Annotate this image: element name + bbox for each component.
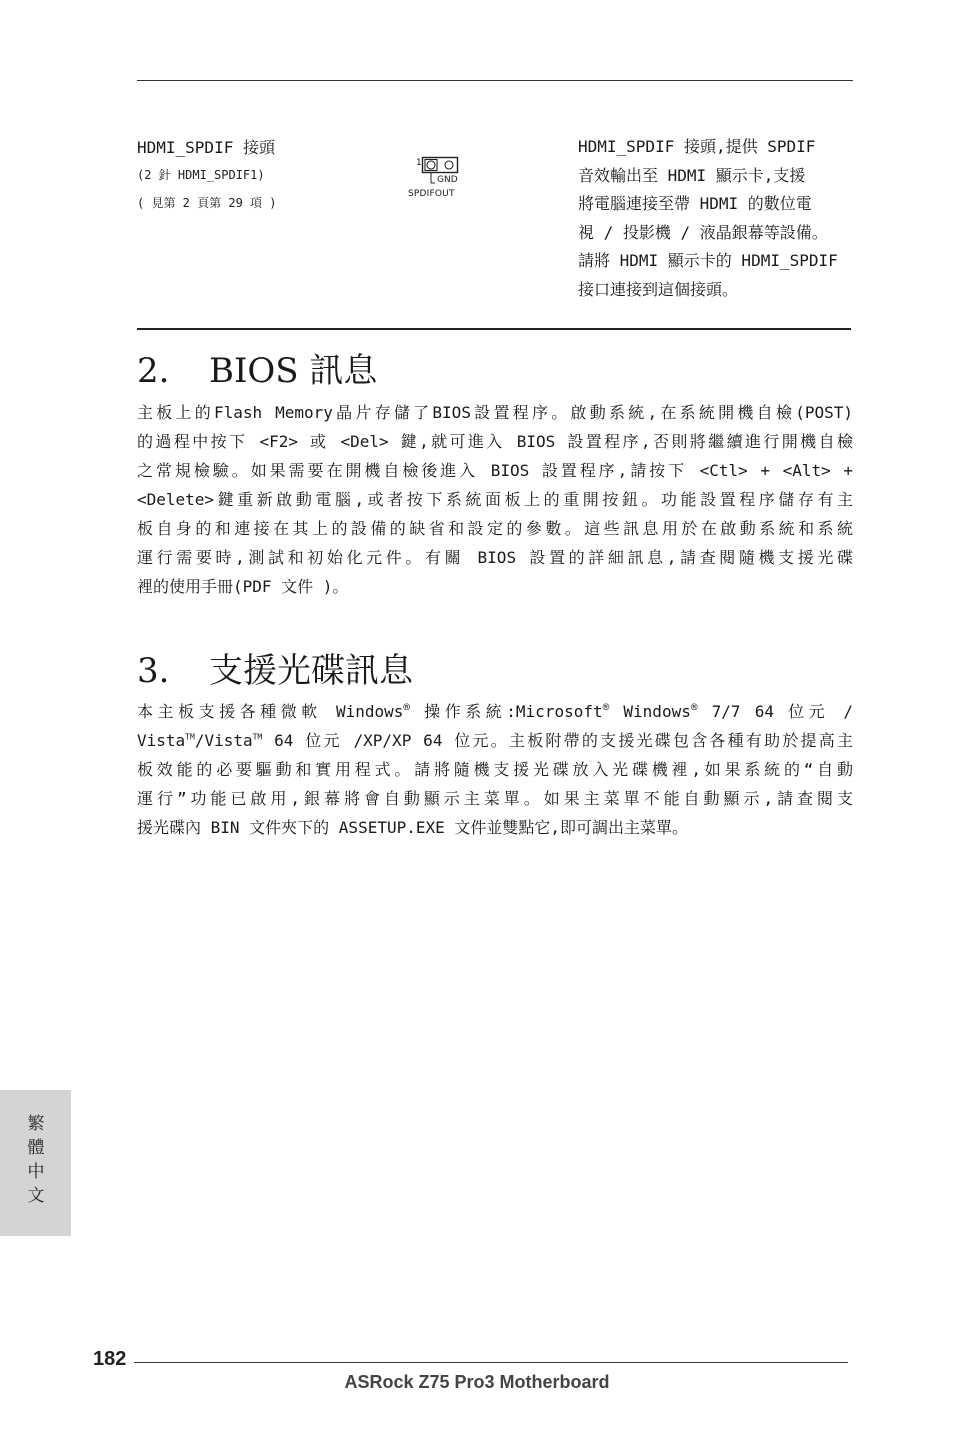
text-run: 本主板支援各種微軟 Windows	[137, 702, 404, 721]
connector-pin-count: (2 針 HDMI_SPDIF1)	[137, 168, 265, 182]
section-number: 3.	[137, 651, 170, 691]
section-title: 支援光碟訊息	[209, 651, 413, 691]
language-side-tab	[0, 1090, 71, 1236]
paragraph-line: 運行”功能已啟用,銀幕將會自動顯示主菜單。如果主菜單不能自動顯示,請查閱支	[137, 789, 853, 808]
spdifout-label: SPDIFOUT	[408, 189, 455, 199]
text-run: 64 位元 /XP/XP 64 位元。主板附帶的支援光碟包含各種有助於提高主	[262, 731, 853, 750]
footer-product-name: ASRock Z75 Pro3 Motherboard	[344, 1372, 610, 1392]
paragraph-line: 板效能的必要驅動和實用程式。請將隨機支援光碟放入光碟機裡,如果系統的“自動	[137, 760, 853, 779]
pin1-label: 1	[416, 158, 422, 168]
description-line: HDMI_SPDIF 接頭,提供 SPDIF	[578, 137, 816, 156]
footer-rule	[134, 1362, 848, 1363]
text-run: Vista	[137, 731, 186, 750]
text-run: /Vista	[194, 731, 253, 750]
text-run: Windows	[609, 702, 691, 721]
description-line: 音效輸出至 HDMI 顯示卡,支援	[578, 165, 806, 185]
support-cd-paragraph	[137, 697, 853, 842]
text-run: 操作系統:Microsoft	[410, 702, 603, 721]
description-line: 將電腦連接至帶 HDMI 的數位電	[578, 194, 812, 214]
registered-mark: ®	[690, 700, 698, 714]
text-run: 7/7 64 位元 /	[697, 702, 853, 721]
paragraph-line: 之常規檢驗。如果需要在開機自檢後進入 BIOS 設置程序,請按下 <Ctl> + <Alt> +	[137, 461, 853, 480]
connector-page-ref: ( 見第 2 頁第 29 項 )	[137, 196, 277, 210]
registered-mark: ®	[403, 700, 410, 714]
section-title: BIOS 訊息	[209, 351, 378, 391]
connector-description	[578, 133, 853, 305]
language-label: 繁體中文	[27, 1114, 45, 1206]
section-divider	[137, 328, 851, 330]
paragraph-line: 的過程中按下 <F2> 或 <Del> 鍵,就可進入 BIOS 設置程序,否則將繼續進行開機自檢	[137, 432, 853, 451]
section-2-heading	[137, 343, 377, 392]
bios-paragraph	[137, 398, 853, 601]
paragraph-line	[137, 697, 853, 726]
paragraph-line: 援光碟內 BIN 文件夾下的 ASSETUP.EXE 文件並雙點它,即可調出主菜單。	[137, 818, 689, 837]
spdif-connector-diagram	[406, 156, 470, 202]
description-line: 請將 HDMI 顯示卡的 HDMI_SPDIF	[578, 251, 838, 271]
registered-mark: ®	[602, 700, 610, 714]
paragraph-line: 板自身的和連接在其上的設備的缺省和設定的參數。這些訊息用於在啟動系統和系統	[137, 519, 853, 538]
paragraph-line	[137, 726, 853, 755]
top-rule	[137, 80, 853, 81]
page-number: 182	[93, 1348, 127, 1370]
connector-title: HDMI_SPDIF 接頭	[137, 138, 275, 157]
paragraph-line: 運行需要時,測試和初始化元件。有關 BIOS 設置的詳細訊息,請查閱隨機支援光碟	[137, 548, 853, 567]
gnd-label: GND	[437, 175, 458, 185]
trademark-mark: TM	[252, 732, 263, 742]
section-number: 2.	[137, 351, 170, 391]
paragraph-line: 主板上的Flash Memory晶片存儲了BIOS設置程序。啟動系統,在系統開機自檢(POST)	[137, 403, 853, 422]
description-line: 視 / 投影機 / 液晶銀幕等設備。	[578, 222, 828, 242]
paragraph-line: 裡的使用手冊(PDF 文件 )。	[137, 577, 349, 596]
section-3-heading	[137, 643, 413, 692]
paragraph-line: <Delete>鍵重新啟動電腦,或者按下系統面板上的重開按鈕。功能設置程序儲存有主	[137, 490, 853, 509]
trademark-mark: TM	[185, 732, 195, 742]
description-line: 接口連接到這個接頭。	[578, 279, 739, 299]
